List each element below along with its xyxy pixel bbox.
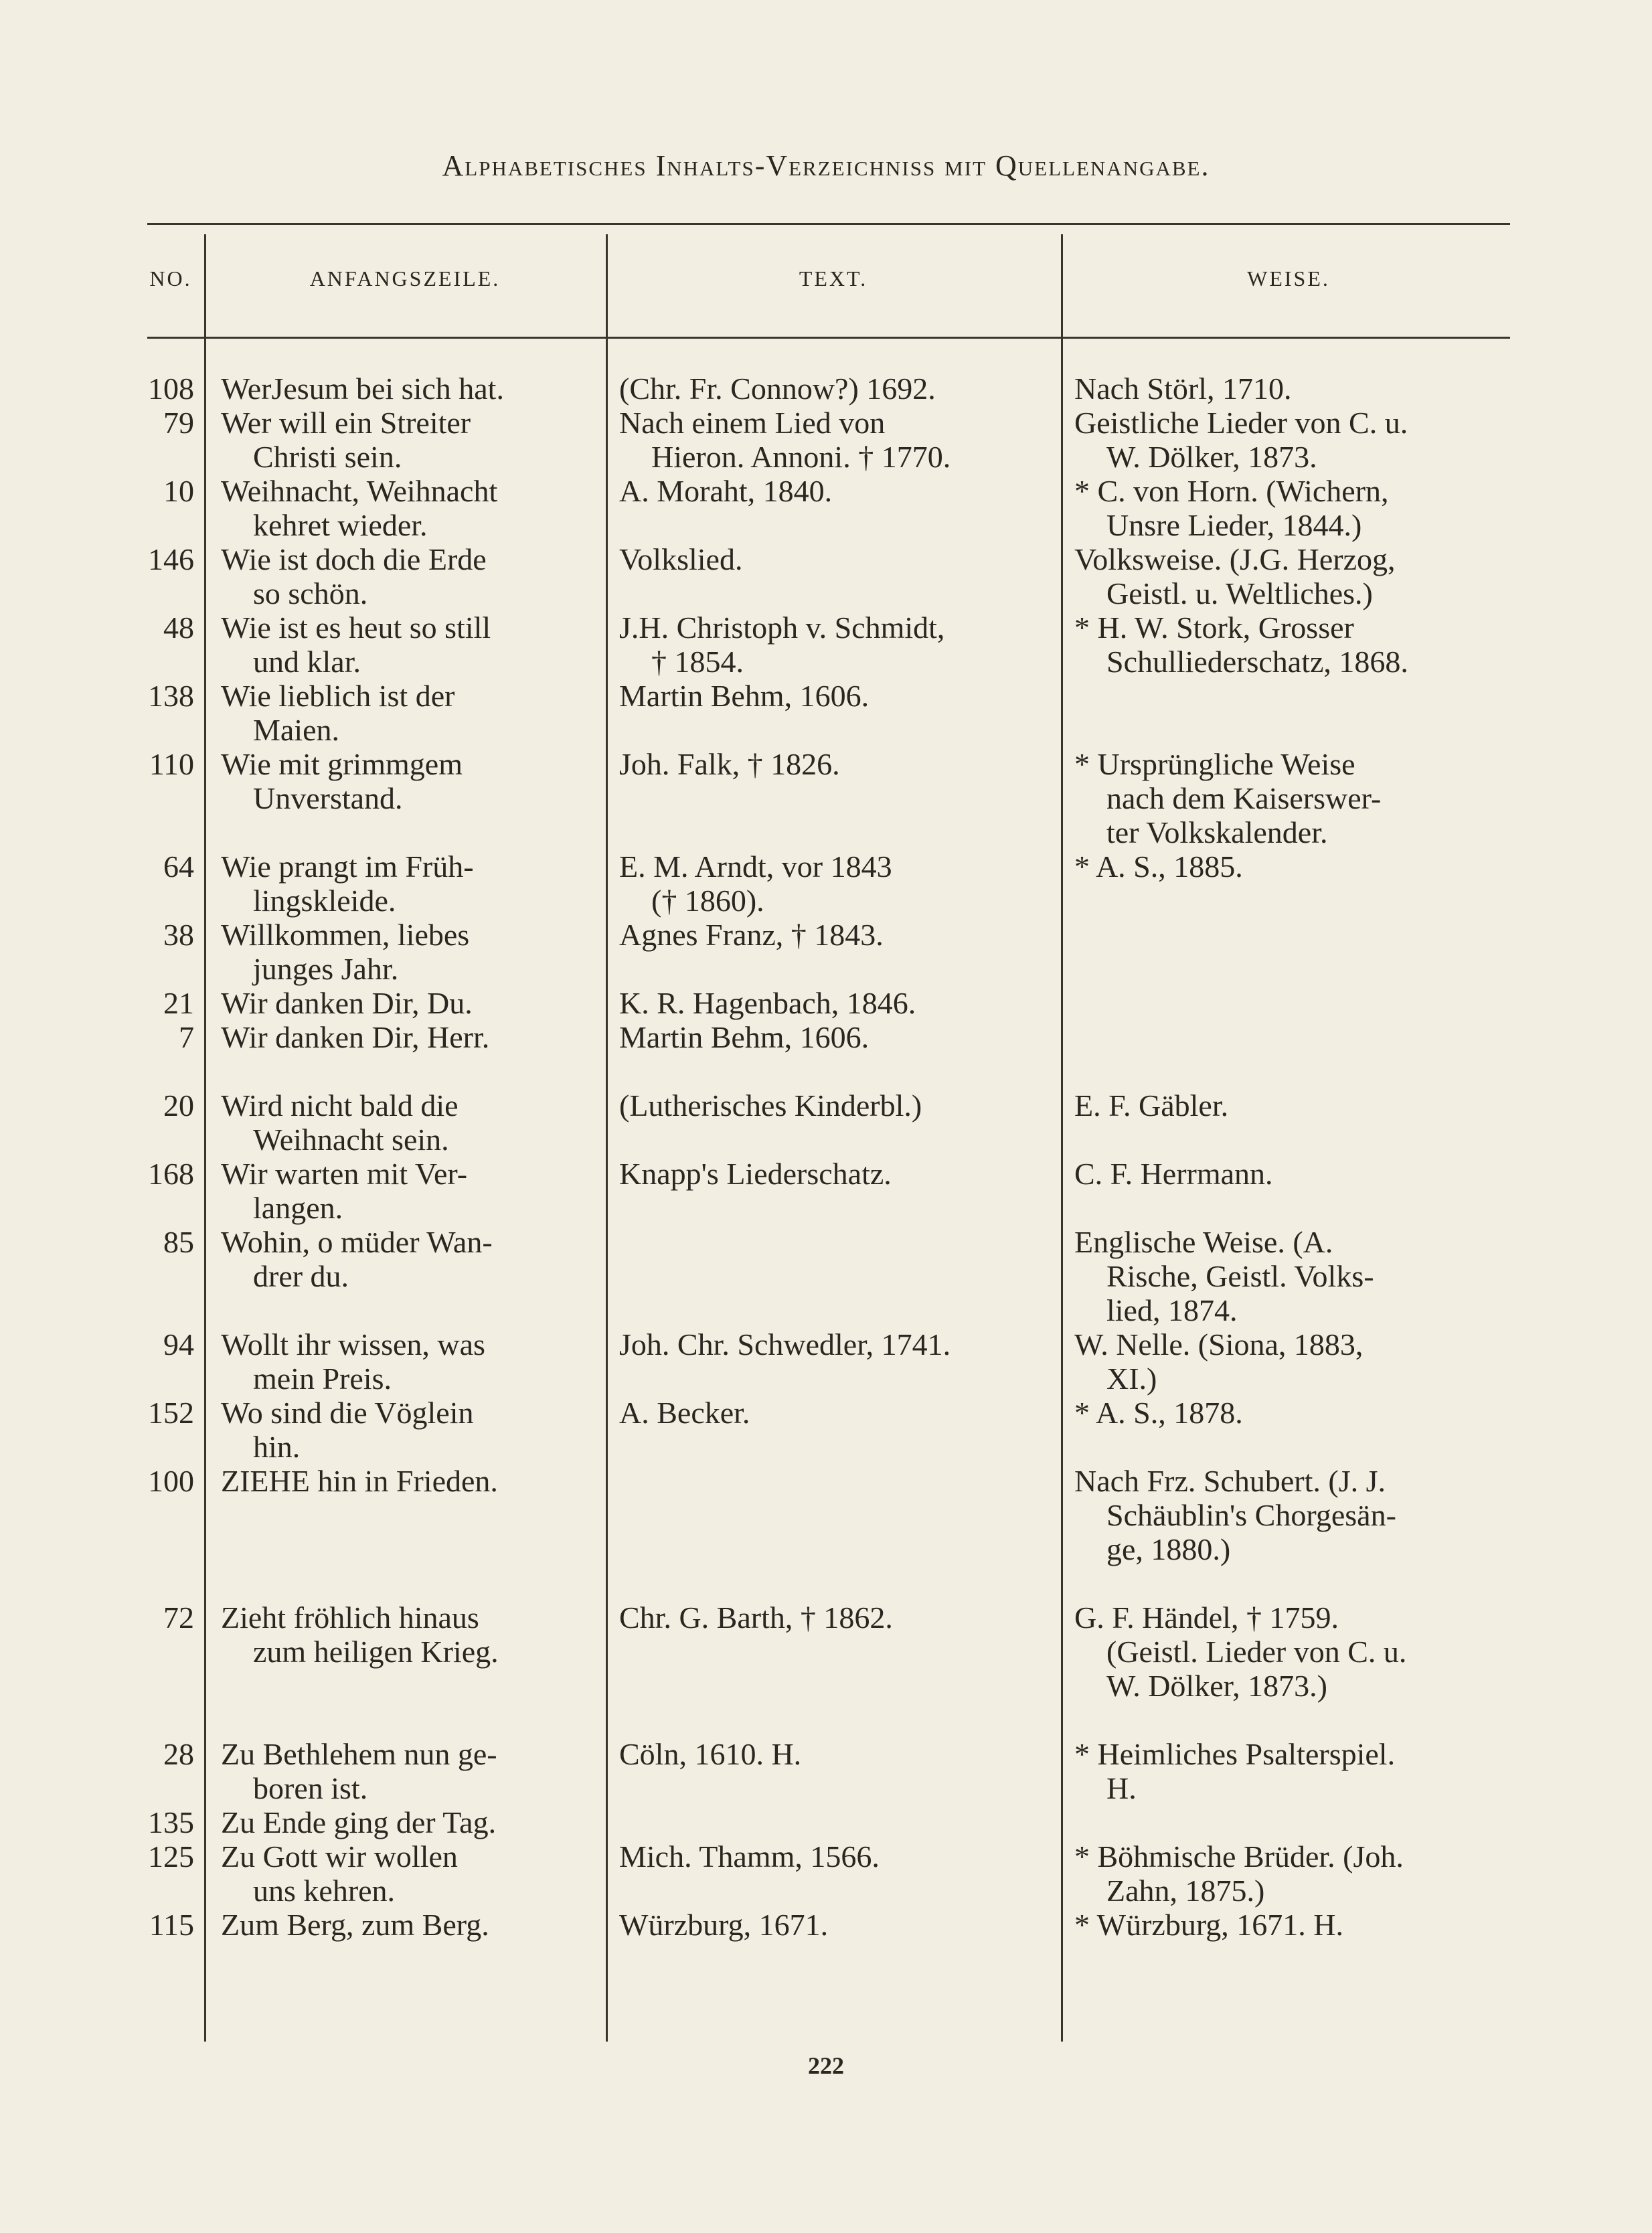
entry-first-line: Wir danken Dir, Du.: [221, 986, 473, 1020]
entry-first-line: WerJesum bei sich hat.: [221, 371, 504, 406]
entry-number: 79: [163, 406, 194, 440]
entry-first-line: Willkommen, liebes: [221, 918, 470, 952]
entry-text-source: J.H. Christoph v. Schmidt,: [619, 610, 945, 645]
entry-melody-source: * H. W. Stork, Grosser: [1074, 610, 1354, 645]
entry-melody-source: Englische Weise. (A.: [1074, 1225, 1333, 1259]
entry-first-line: Wie mit grimmgem: [221, 747, 463, 781]
entry-text-source: Nach einem Lied von: [619, 406, 886, 440]
entry-first-line: Wie lieblich ist der: [221, 679, 455, 713]
entry-melody-source: * Würzburg, 1671. H.: [1074, 1908, 1344, 1942]
entry-number: 138: [148, 679, 194, 713]
entry-first-line: Wie prangt im Früh-: [221, 849, 474, 884]
entry-melody-source: Nach Frz. Schubert. (J. J.: [1074, 1464, 1386, 1498]
entry-text-source: Joh. Chr. Schwedler, 1741.: [619, 1327, 951, 1361]
entry-number: 10: [163, 474, 194, 508]
header-bottom-rule: [147, 337, 1510, 339]
entry-text-source: (Lutherisches Kinderbl.): [619, 1088, 922, 1123]
entry-first-line: und klar.: [253, 645, 361, 679]
column-header-text: TEXT.: [799, 266, 868, 291]
entry-first-line: Wer will ein Streiter: [221, 406, 471, 440]
entry-number: 20: [163, 1088, 194, 1123]
entry-text-source: Agnes Franz, † 1843.: [619, 918, 884, 952]
entry-melody-source: Rische, Geistl. Volks-: [1106, 1259, 1374, 1293]
entry-first-line: mein Preis.: [253, 1361, 392, 1396]
entry-melody-source: * A. S., 1878.: [1074, 1396, 1243, 1430]
entry-text-source: Volkslied.: [619, 542, 743, 576]
entry-number: 7: [179, 1020, 194, 1054]
entry-text-source: Martin Behm, 1606.: [619, 679, 870, 713]
entry-first-line: Weihnacht, Weihnacht: [221, 474, 498, 508]
entry-first-line: hin.: [253, 1430, 301, 1464]
entry-text-source: K. R. Hagenbach, 1846.: [619, 986, 916, 1020]
entry-melody-source: lied, 1874.: [1106, 1293, 1238, 1327]
entry-first-line: Zu Bethlehem nun ge-: [221, 1737, 497, 1771]
column-header-no: NO.: [149, 266, 192, 291]
entry-text-source: († 1860).: [651, 884, 764, 918]
entry-first-line: Maien.: [253, 713, 340, 747]
column-header-first-line: ANFANGSZEILE.: [309, 266, 501, 291]
entry-melody-source: Nach Störl, 1710.: [1074, 371, 1292, 406]
entry-first-line: Christi sein.: [253, 440, 402, 474]
entry-melody-source: XI.): [1106, 1361, 1157, 1396]
column-divider-3: [1061, 234, 1063, 2042]
entry-first-line: ZIEHE hin in Frieden.: [221, 1464, 498, 1498]
entry-number: 72: [163, 1600, 194, 1635]
entry-number: 64: [163, 849, 194, 884]
entry-first-line: junges Jahr.: [253, 952, 399, 986]
entry-first-line: Wollt ihr wissen, was: [221, 1327, 485, 1361]
entry-melody-source: * Ursprüngliche Weise: [1074, 747, 1355, 781]
entry-first-line: boren ist.: [253, 1771, 368, 1805]
entry-first-line: Zu Ende ging der Tag.: [221, 1805, 497, 1839]
entry-number: 108: [148, 371, 194, 406]
top-rule: [147, 223, 1510, 225]
entry-melody-source: Geistliche Lieder von C. u.: [1074, 406, 1408, 440]
entry-first-line: Wir warten mit Ver-: [221, 1157, 468, 1191]
page-number: 222: [808, 2052, 844, 2079]
column-divider-1: [204, 234, 206, 2042]
entry-melody-source: E. F. Gäbler.: [1074, 1088, 1229, 1123]
entry-text-source: Cöln, 1610. H.: [619, 1737, 802, 1771]
entry-text-source: † 1854.: [651, 645, 744, 679]
entry-number: 152: [148, 1396, 194, 1430]
entry-text-source: A. Becker.: [619, 1396, 750, 1430]
entry-melody-source: Zahn, 1875.): [1106, 1874, 1265, 1908]
entry-melody-source: * C. von Horn. (Wichern,: [1074, 474, 1389, 508]
entry-melody-source: * Heimliches Psalterspiel.: [1074, 1737, 1396, 1771]
entry-melody-source: Volksweise. (J.G. Herzog,: [1074, 542, 1396, 576]
entry-first-line: drer du.: [253, 1259, 349, 1293]
entry-number: 85: [163, 1225, 194, 1259]
entry-first-line: Wie ist es heut so still: [221, 610, 491, 645]
entry-first-line: zum heiligen Krieg.: [253, 1635, 499, 1669]
entry-number: 110: [149, 747, 194, 781]
entry-first-line: kehret wieder.: [253, 508, 428, 542]
entry-text-source: A. Moraht, 1840.: [619, 474, 833, 508]
entry-text-source: Hieron. Annoni. † 1770.: [651, 440, 951, 474]
entry-number: 48: [163, 610, 194, 645]
entry-first-line: uns kehren.: [253, 1874, 396, 1908]
entry-number: 28: [163, 1737, 194, 1771]
entry-melody-source: Schäublin's Chorgesän-: [1106, 1498, 1396, 1532]
entry-melody-source: W. Dölker, 1873.): [1106, 1669, 1327, 1703]
entry-first-line: Unverstand.: [253, 781, 403, 815]
page-title: Alphabetisches Inhalts-Verzeichniss mit Quellenangabe.: [442, 149, 1210, 182]
entry-melody-source: C. F. Herrmann.: [1074, 1157, 1273, 1191]
entry-number: 135: [148, 1805, 194, 1839]
entry-melody-source: (Geistl. Lieder von C. u.: [1106, 1635, 1407, 1669]
entry-melody-source: G. F. Händel, † 1759.: [1074, 1600, 1339, 1635]
entry-melody-source: W. Dölker, 1873.: [1106, 440, 1317, 474]
entry-first-line: Wie ist doch die Erde: [221, 542, 487, 576]
entry-text-source: Chr. G. Barth, † 1862.: [619, 1600, 893, 1635]
entry-first-line: Wird nicht bald die: [221, 1088, 459, 1123]
entry-first-line: so schön.: [253, 576, 368, 610]
entry-first-line: Wohin, o müder Wan-: [221, 1225, 493, 1259]
entry-number: 125: [148, 1839, 194, 1874]
entry-number: 94: [163, 1327, 194, 1361]
entry-number: 38: [163, 918, 194, 952]
entry-text-source: Joh. Falk, † 1826.: [619, 747, 840, 781]
entry-melody-source: ge, 1880.): [1106, 1532, 1231, 1566]
entry-first-line: Weihnacht sein.: [253, 1123, 449, 1157]
entry-melody-source: H.: [1106, 1771, 1137, 1805]
entry-first-line: Zu Gott wir wollen: [221, 1839, 458, 1874]
entry-text-source: Knapp's Liederschatz.: [619, 1157, 892, 1191]
entry-melody-source: Geistl. u. Weltliches.): [1106, 576, 1373, 610]
entry-number: 21: [163, 986, 194, 1020]
entry-melody-source: W. Nelle. (Siona, 1883,: [1074, 1327, 1364, 1361]
entry-text-source: Mich. Thamm, 1566.: [619, 1839, 880, 1874]
entry-number: 146: [148, 542, 194, 576]
entry-melody-source: Unsre Lieder, 1844.): [1106, 508, 1362, 542]
entry-first-line: langen.: [253, 1191, 343, 1225]
entry-melody-source: nach dem Kaiserswer-: [1106, 781, 1382, 815]
entry-first-line: Zum Berg, zum Berg.: [221, 1908, 489, 1942]
entry-melody-source: Schulliederschatz, 1868.: [1106, 645, 1408, 679]
entry-text-source: E. M. Arndt, vor 1843: [619, 849, 892, 884]
entry-first-line: Zieht fröhlich hinaus: [221, 1600, 479, 1635]
entry-melody-source: * Böhmische Brüder. (Joh.: [1074, 1839, 1404, 1874]
entry-text-source: Würzburg, 1671.: [619, 1908, 829, 1942]
entry-melody-source: ter Volkskalender.: [1106, 815, 1328, 849]
entry-first-line: lingskleide.: [253, 884, 396, 918]
entry-number: 100: [148, 1464, 194, 1498]
column-header-melody: WEISE.: [1247, 266, 1330, 291]
entry-text-source: (Chr. Fr. Connow?) 1692.: [619, 371, 936, 406]
entry-text-source: Martin Behm, 1606.: [619, 1020, 870, 1054]
entry-number: 168: [148, 1157, 194, 1191]
entry-first-line: Wo sind die Vöglein: [221, 1396, 474, 1430]
entry-melody-source: * A. S., 1885.: [1074, 849, 1243, 884]
entry-number: 115: [149, 1908, 194, 1942]
entry-first-line: Wir danken Dir, Herr.: [221, 1020, 490, 1054]
